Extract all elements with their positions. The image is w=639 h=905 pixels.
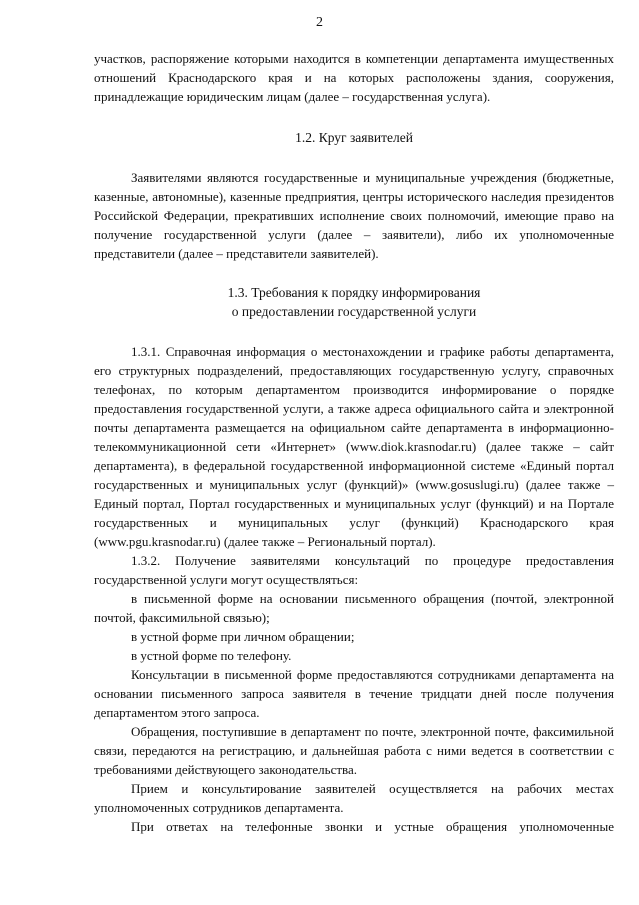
paragraph-1-3-2: 1.3.2. Получение заявителями консультаций по процедуре предоставления государственной услуги могут осуществляться:: [94, 553, 614, 587]
phone-calls-paragraph: При ответах на телефонные звонки и устные обращения уполномоченные: [131, 819, 614, 834]
section-heading-1-3-line-2: о предоставлении государственной услуги: [231, 304, 477, 319]
paragraph-1-3-1: 1.3.1. Справочная информация о местонахождении и графике работы департамента, его структурных подразделений, предоставляющих государственную услугу, справочных телефонах, по которым департаментом производится информирование о порядке предоставления государственной услуги, а также адреса официального сайта и электронной почты департамента размещается на официальном сайте департамента в информационно-телекоммуникационной сети «Интернет» (www.diok.krasnodar.ru) (далее также – сайт департамента), в федеральной государственной информационной системе «Единый портал государственных и муниципальных услуг (функций)» (www.gosuslugi.ru) (далее также – Единый портал, Портал государственных и муниципальных услуг (функций) и на Портале государственных и муниципальных услуг (функций) Краснодарского края (www.pgu.krasnodar.ru) (далее также – Региональный портал).: [94, 344, 614, 549]
applicants-paragraph: Заявителями являются государственные и муниципальные учреждения (бюджетные, казенные, автономные), казенные предприятия, центры исторического наследия президентов Российской Федерации, прекративших исполнение своих полномочий, имеющие право на получение государственной услуги (далее – заявители), либо их уполномоченные представители (далее – представители заявителей).: [94, 170, 614, 261]
section-heading-1-2: 1.2. Круг заявителей: [295, 130, 413, 145]
page-number: 2: [316, 15, 323, 30]
document-body: [94, 49, 614, 836]
list-item-written-form: в письменной форме на основании письменного обращения (почтой, электронной почтой, факсимильной связью);: [94, 591, 614, 625]
intro-paragraph: участков, распоряжение которыми находится в компетенции департамента имущественных отношений Краснодарского края и на которых расположены здания, сооружения, принадлежащие юридическим лицам (далее – государственная услуга).: [94, 51, 614, 104]
section-heading-1-3-line-1: 1.3. Требования к порядку информирования: [227, 285, 481, 300]
list-item-oral-personal: в устной форме при личном обращении;: [131, 629, 355, 644]
appeals-paragraph: Обращения, поступившие в департамент по почте, электронной почте, факсимильной связи, передаются на регистрацию, и дальнейшая работа с ними ведется в соответствии с требованиями действующего законодательства.: [94, 724, 614, 777]
written-consultation-paragraph: Консультации в письменной форме предоставляются сотрудниками департамента на основании письменного запроса заявителя в течение тридцати дней после получения департаментом этого запроса.: [94, 667, 614, 720]
section-heading-1-3: [94, 283, 614, 321]
reception-paragraph: Прием и консультирование заявителей осуществляется на рабочих местах уполномоченных сотрудников департамента.: [94, 781, 614, 815]
list-item-oral-phone: в устной форме по телефону.: [131, 648, 292, 663]
